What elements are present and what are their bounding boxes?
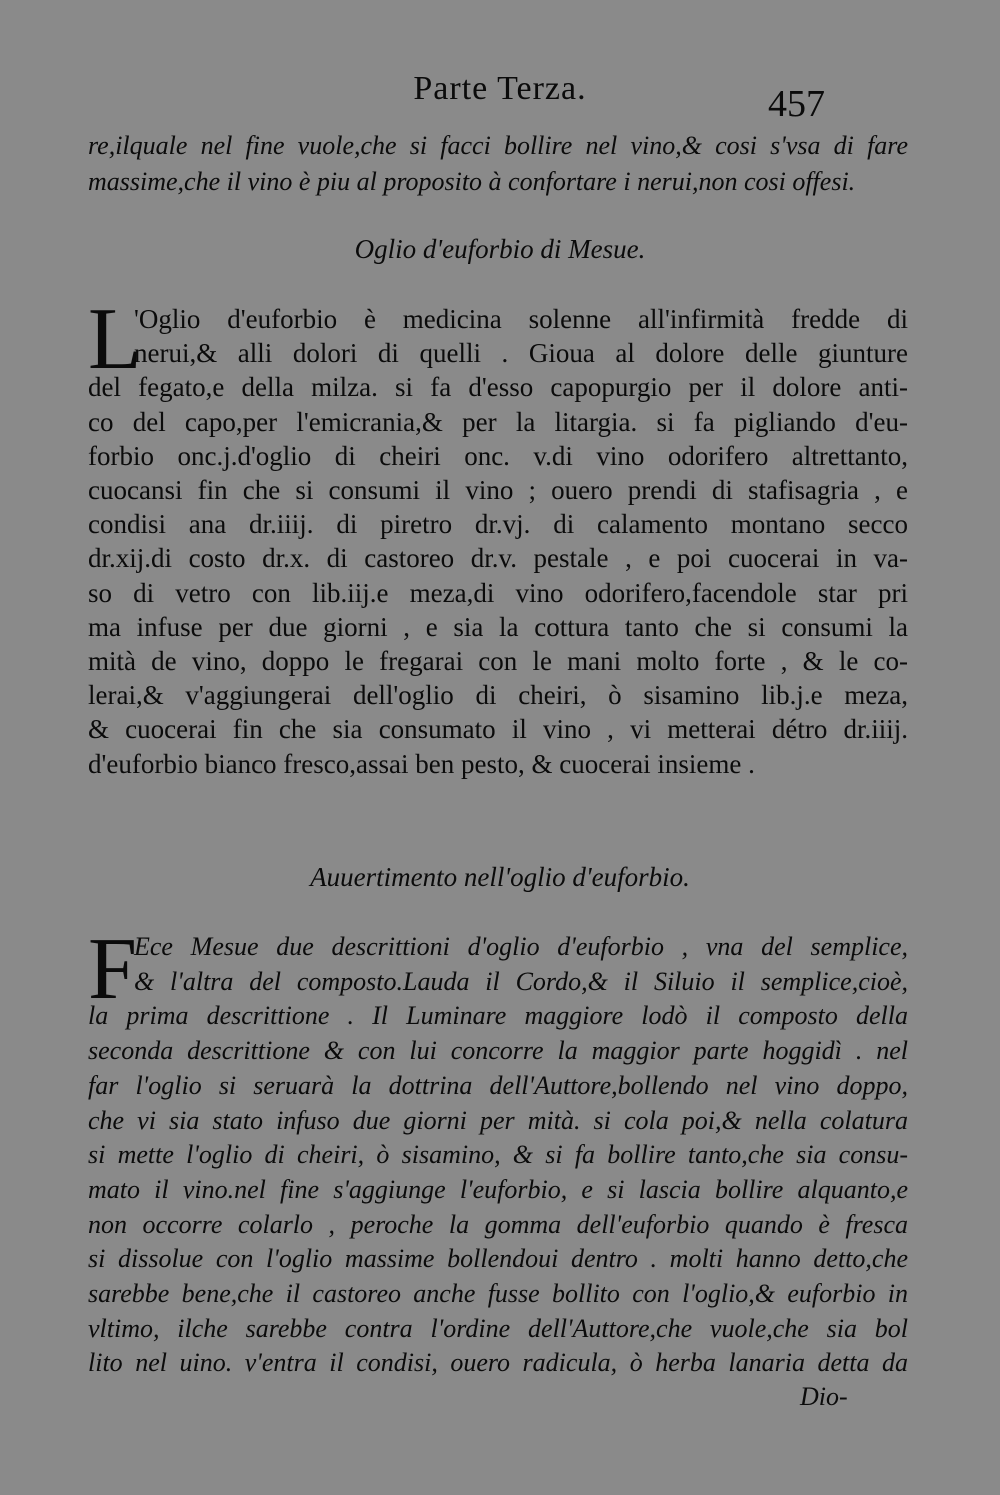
- text-line: & l'altra del composto.Lauda il Cordo,& il Siluio il semplice,cioè,: [134, 966, 908, 996]
- section-heading: Oglio d'euforbio di Mesue.: [354, 234, 646, 264]
- text-line: & cuocerai fin che sia consumato il vino , vi metterai détro dr.iiij.: [88, 714, 908, 745]
- body-paragraph: [88, 930, 908, 1381]
- running-title: Parte Terza.: [413, 70, 587, 107]
- text-line: re,ilquale nel fine vuole,che si facci bollire nel vino,& cosi s'vsa di fare: [88, 131, 908, 160]
- text-line: mato il vino.nel fine s'aggiunge l'euforbio, e si lascia bollire alquanto,e: [88, 1174, 908, 1204]
- text-line: co del capo,per l'emicrania,& per la litargia. si fa pigliando d'eu-: [88, 406, 908, 437]
- body-paragraph: [88, 302, 908, 781]
- text-line: so di vetro con lib.iij.e meza,di vino odorifero,facendole star pri: [88, 577, 908, 608]
- text-line: ma infuse per due giorni , e sia la cottura tanto che si consumi la: [88, 611, 908, 642]
- text-line: si mette l'oglio di cheiri, ò sisamino, & si fa bollire tanto,che sia consu-: [88, 1140, 908, 1170]
- drop-cap: L: [88, 291, 142, 388]
- text-line: la prima descrittione . Il Luminare maggiore lodò il composto della: [88, 1001, 908, 1031]
- text-line: far l'oglio si seruarà la dottrina dell'Auttore,bollendo nel vino doppo,: [88, 1070, 908, 1100]
- page-number: 457: [768, 83, 825, 125]
- text-line: lerai,& v'aggiungerai dell'oglio di cheiri, ò sisamino lib.j.e meza,: [88, 680, 908, 711]
- section-heading: Auuertimento nell'oglio d'euforbio.: [310, 862, 690, 892]
- text-line: Ece Mesue due descrittioni d'oglio d'euforbio , vna del semplice,: [134, 932, 908, 961]
- text-line: d'euforbio bianco fresco,assai ben pesto, & cuocerai insieme .: [88, 748, 755, 779]
- text-line: massime,che il vino è piu al proposito à confortare i nerui,non cosi offesi.: [88, 167, 856, 196]
- text-line: lito nel uino. v'entra il condisi, ouero radicula, ò herba lanaria detta da: [88, 1348, 908, 1378]
- text-line: forbio onc.j.d'oglio di cheiri onc. v.di vino odorifero altrettanto,: [88, 440, 908, 471]
- text-line: del fegato,e della milza. si fa d'esso capopurgio per il dolore anti-: [88, 372, 908, 403]
- drop-cap: F: [88, 921, 137, 1018]
- text-line: condisi ana dr.iiij. di piretro dr.vj. di calamento montano secco: [88, 509, 908, 540]
- text-line: si dissolue con l'oglio massime bollendoui dentro . molti hanno detto,che: [88, 1244, 908, 1274]
- text-line: mità de vino, doppo le fregarai con le mani molto forte , & le co-: [88, 646, 908, 677]
- text-line: che vi sia stato infuso due giorni per mità. si cola poi,& nella colatura: [88, 1105, 908, 1135]
- text-line: vltimo, ilche sarebbe contra l'ordine dell'Auttore,che vuole,che sia bol: [88, 1313, 908, 1343]
- text-line: 'Oglio d'euforbio è medicina solenne all'infirmità fredde di: [134, 304, 908, 334]
- text-line: nerui,& alli dolori di quelli . Gioua al dolore delle giunture: [134, 338, 908, 369]
- continuation-paragraph: [88, 128, 908, 200]
- text-line: cuocansi fin che si consumi il vino ; ouero prendi di stafisagria , e: [88, 475, 908, 506]
- catchword: Dio-: [800, 1382, 848, 1411]
- text-line: dr.xij.di costo dr.x. di castoreo dr.v. pestale , e poi cuocerai in va-: [88, 543, 908, 574]
- text-line: seconda descrittione & con lui concorre la maggior parte hoggidì . nel: [88, 1036, 908, 1066]
- text-line: sarebbe bene,che il castoreo anche fusse bollito con l'oglio,& euforbio in: [88, 1279, 908, 1309]
- text-line: non occorre colarlo , peroche la gomma dell'euforbio quando è fresca: [88, 1209, 908, 1239]
